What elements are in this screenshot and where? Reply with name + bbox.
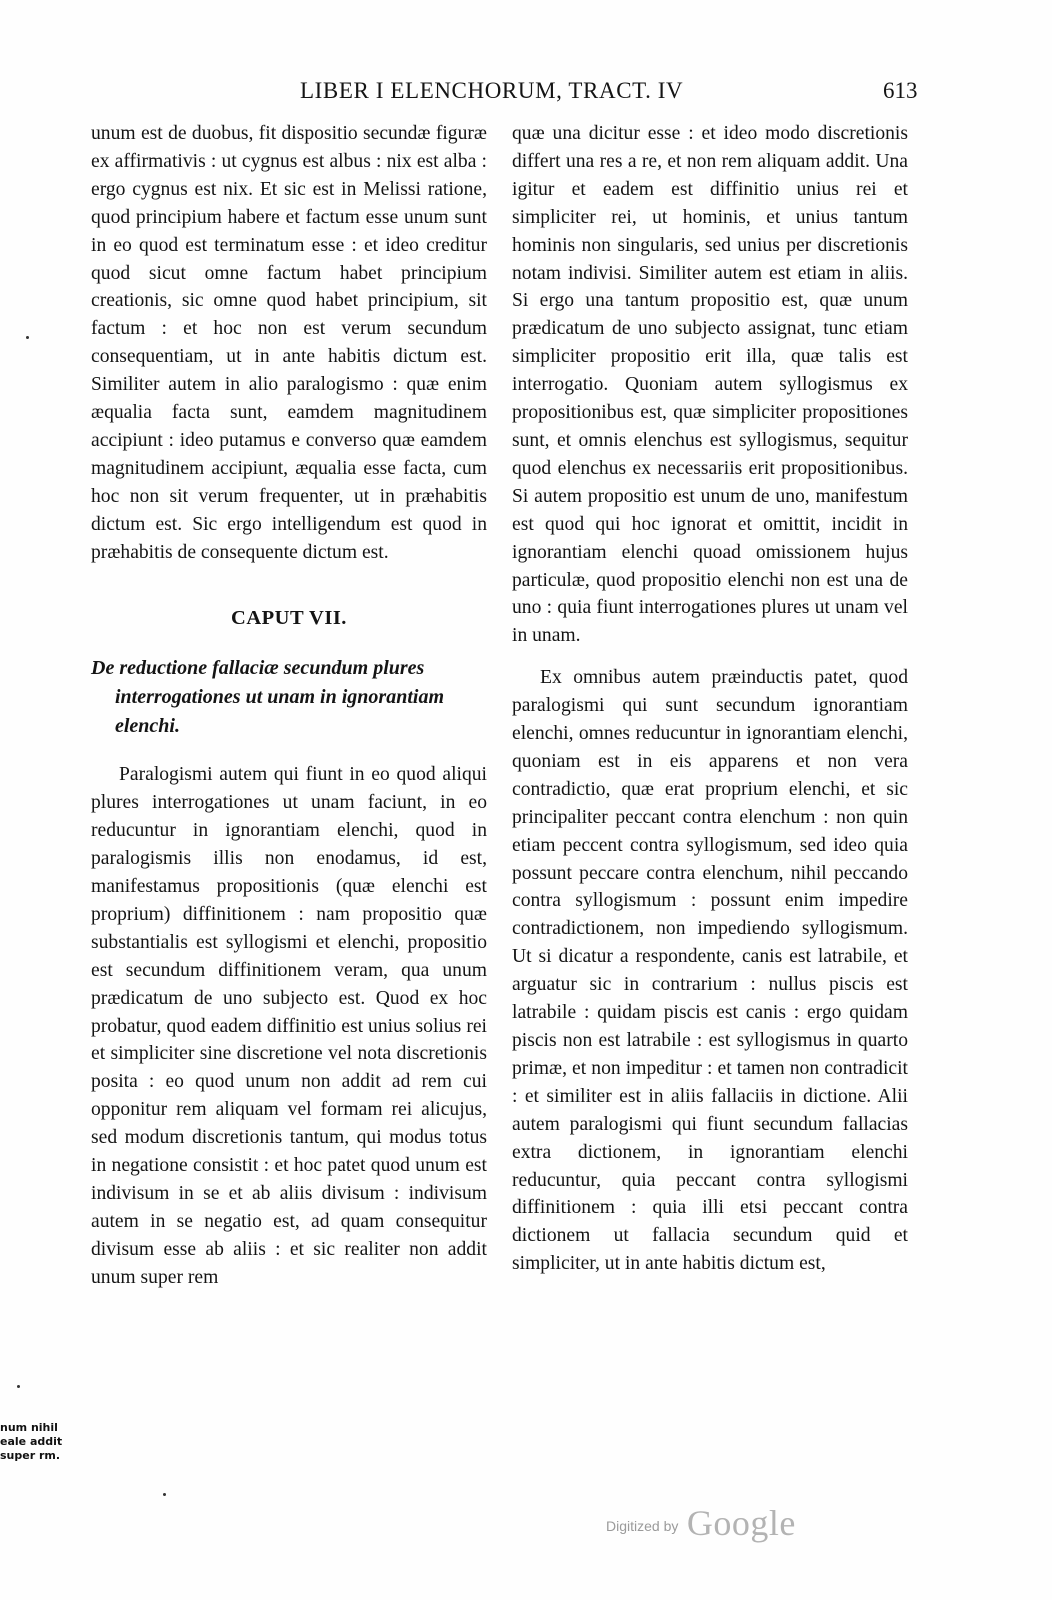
ink-speck [163,1493,166,1496]
chapter-subtitle: De reductione fallaciæ secundum plures interrogationes ut unam in ignorantiam elenchi. [91,657,444,738]
running-title: LIBER I ELENCHORUM, TRACT. IV [300,78,684,103]
ink-speck [17,1385,20,1388]
margin-note-line: eale addit [0,1435,63,1448]
paragraph: unum est de duobus, fit dispositio secundæ figuræ ex affirmativis : ut cygnus est albus : nix est alba : ergo cygnus est nix. Et sic est in Melissi ratione, quod principium habere et factum esse unum sunt in eo quod est terminatum esse : et ideo creditur quod sicut omne factum habet principium creationis, sic omne quod habet principium, sit factum : et hoc non est verum secundum consequentiam, ut in ante habitis dictum est. Similiter autem in alio paralogismo : quæ enim æqualia facta sunt, eamdem magnitudinem accipiunt : ideo putamus e converso quæ eamdem magnitudinem accipiunt, æqualia esse facta, cum hoc non sit verum frequenter, ut in præhabitis dictum est. Sic ergo intelligendum est quod in præhabitis de consequente dictum est. [91,123,487,563]
page-number: 613 [883,78,918,103]
chapter-heading: CAPUT VII. [231,606,347,629]
paragraph: Ex omnibus autem præinductis patet, quod paralogismi qui sunt secundum ignorantiam elenchi, omnes reducuntur in ignorantiam elenchi, quoniam est in eis apparens et non vera contradictio, quæ erat proprium elenchi, et sic principaliter peccant contra elenchum : non quin etiam peccent contra syllogismum, sed ideo quia possunt peccare contra elenchum, nihil peccando contra syllogismum : possunt enim impedire contradictionem, non impediendo syllogismum. Ut si dicatur a respondente, canis est latrabile, et arguatur sic in contrarium : nullus piscis est latrabile : quidam piscis est canis : ergo quidam piscis non est latrabile : est syllogismus in quarto primæ, et non impeditur : et tamen non contradicit : et similiter est in aliis fallaciis in dictione. Alii autem paralogismi qui fiunt secundum fallacias extra dictionem, in ignorantiam elenchi reducuntur, quia peccant contra syllogismi diffinitionem : quia illi etsi peccant contra dictionem ut fallacia secundum quid et simpliciter, ut in ante habitis dictum est, [512,667,908,1275]
watermark-prefix: Digitized by [606,1518,679,1534]
paragraph: quæ una dicitur esse : et ideo modo discretionis differt una res a re, et non rem aliquam addit. Una igitur et eadem est diffinitio unius rei et simpliciter rei, ut hominis, et unius tantum hominis non singularis, sed unius per discretionis notam indivisi. Similiter autem est etiam in aliis. Si ergo una tantum propositio est, quæ unum prædicatum de uno subjecto assignat, tunc etiam simpliciter propositio erit illa, quæ talis est interrogatio. Quoniam autem syllogismus ex propositionibus est, quæ simpliciter propositiones sunt, et omnis elenchus est syllogismus, sequitur quod elenchus ex necessariis erit propositionibus. Si autem propositio est unum de uno, manifestum est quod qui hoc ignorat et omittit, incidit in ignorantiam elenchi quoad omissionem hujus particulæ, quod propositio elenchi non est una de uno : quia fiunt interrogationes plures ut unam vel in unam. [512,123,908,647]
margin-note [0,1421,86,1463]
margin-note-line: num nihil [0,1421,58,1434]
digitization-watermark [606,1502,796,1544]
paragraph: Paralogismi autem qui fiunt in eo quod aliqui plures interrogationes ut unam faciunt, in eo reducuntur in ignorantiam elenchi, quod in paralogismis illis non enodamus, id est, manifestamus propositionis (quæ elenchi est proprium) diffinitionem : nam propositio quæ substantialis est syllogismi et elenchi, propositio est secundum diffinitionem veram, qua unum prædicatum de uno subjecto est. Quod ex hoc probatur, quod eadem diffinitio est unius solius rei et simpliciter sine discretione vel nota discretionis posita : eo quod unum non addit ad rem cui opponitur rem aliquam vel formam rei alicujus, sed modum discretionis tantum, qui modus totus in negatione consistit : et hoc patet quod unum est indivisum in se et ab aliis divisum : indivisum autem in se negatio est, ad quam consequitur divisum esse ab aliis : et sic realiter non addit unum super rem [91,764,487,1288]
google-logo: Google [686,1503,796,1543]
margin-note-line: super rm. [0,1449,61,1462]
ink-speck [26,336,29,339]
page-header [0,74,1052,114]
left-column [91,120,487,1292]
right-column [512,120,908,1278]
